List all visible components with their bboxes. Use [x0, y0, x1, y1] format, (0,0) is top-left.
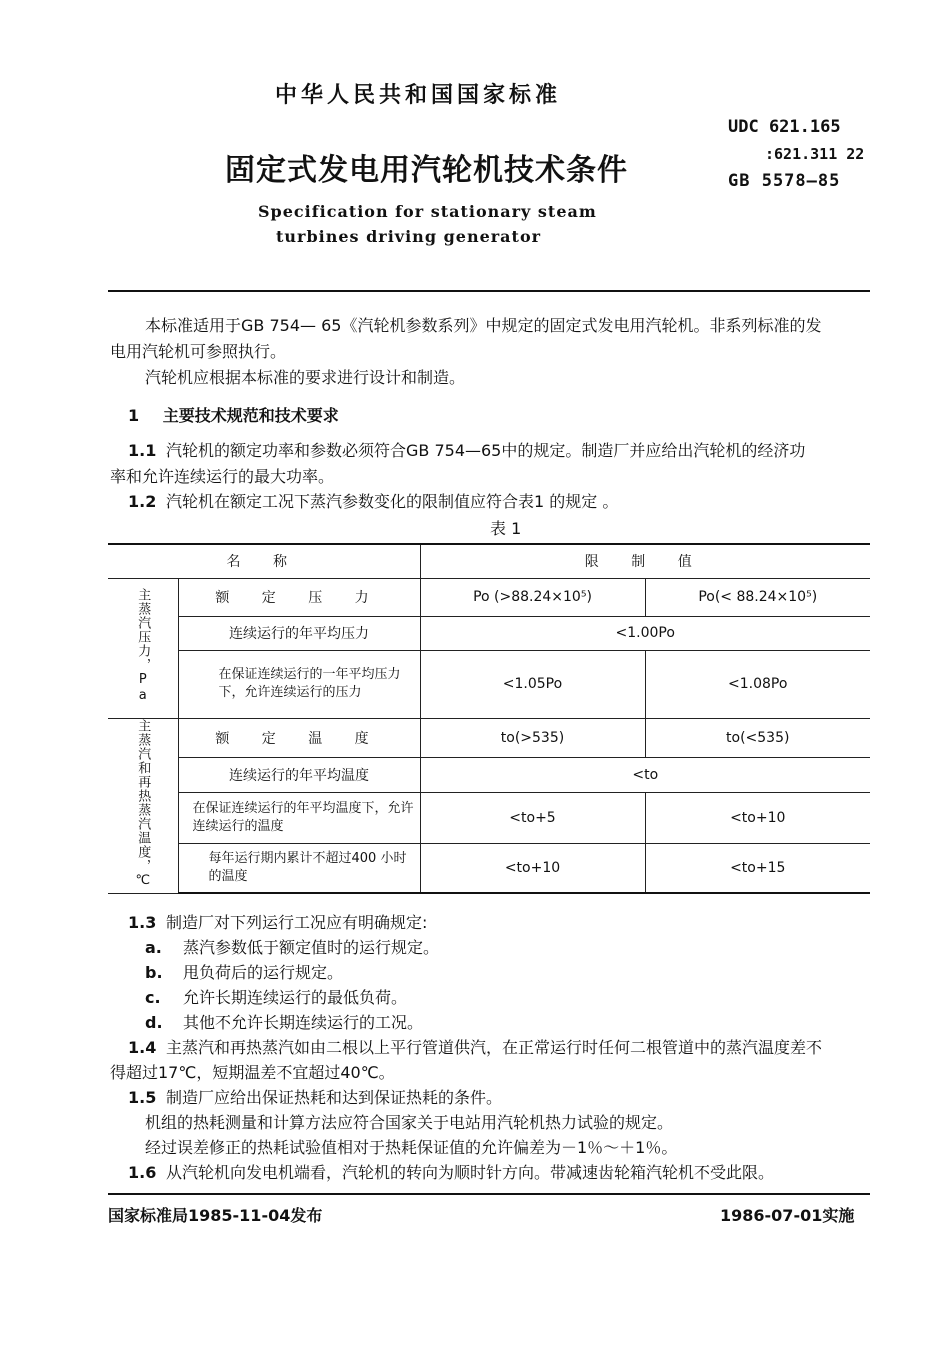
group-temperature-label: 主蒸汽和再热蒸汽温度，℃ [108, 718, 178, 893]
row-value: <to+15 [645, 844, 870, 893]
section-title: 主要技术规范和技术要求 [162, 406, 339, 425]
section-number: 1 [128, 406, 140, 425]
list-item: c. 允许长期连续运行的最低负荷。 [145, 988, 408, 1007]
clause-1-1-line2: 率和允许连续运行的最大功率。 [110, 467, 335, 486]
table-row [108, 578, 870, 616]
row-name: 额 定 压 力 [178, 578, 420, 616]
clause-number: 1.3 [128, 913, 157, 932]
list-item: d. 其他不允许长期连续运行的工况。 [145, 1013, 424, 1032]
row-value: <to+10 [420, 844, 645, 893]
clause-1-2 [128, 489, 618, 515]
row-name: 每年运行期内累计不超过400 小时的温度 [178, 844, 420, 893]
header-name: 名 称 [108, 544, 420, 578]
clause-1-3 [128, 910, 427, 936]
table-row [108, 650, 870, 718]
table-header-row [108, 544, 870, 578]
list-item: b. 甩负荷后的运行规定。 [145, 963, 344, 982]
clause-text: 主蒸汽和再热蒸汽如由二根以上平行管道供汽，在正常运行时任何二根管道中的蒸汽温度差不 [166, 1038, 823, 1057]
row-name: 连续运行的年平均压力 [178, 616, 420, 650]
standard-number: GB 5578—85 [728, 171, 841, 191]
issued-date: 国家标准局1985-11-04发布 [108, 1206, 323, 1225]
row-value: to(>535) [420, 718, 645, 757]
clause-1-4-line1 [128, 1035, 822, 1061]
row-name: 在保证连续运行的年平均温度下，允许连续运行的温度 [178, 792, 420, 843]
clause-1-1-line1 [128, 438, 805, 464]
steam-parameter-limits-table [108, 543, 870, 894]
clause-number: 1.6 [128, 1163, 157, 1182]
clause-text: 制造厂应给出保证热耗和达到保证热耗的条件。 [166, 1088, 503, 1107]
section-heading [128, 403, 339, 426]
header-divider [108, 290, 870, 292]
intro-para1-line1: 本标准适用于GB 754— 65《汽轮机参数系列》中规定的固定式发电用汽轮机。非系列标准的发 [145, 316, 822, 335]
clause-number: 1.1 [128, 441, 157, 460]
group-pressure-label: 主蒸汽压力，Pa [108, 578, 178, 718]
clause-1-5-para2: 机组的热耗测量和计算方法应符合国家关于电站用汽轮机热力试验的规定。 [145, 1113, 674, 1132]
list-item: a. 蒸汽参数低于额定值时的运行规定。 [145, 938, 440, 957]
row-value: <1.08Po [645, 650, 870, 718]
clause-number: 1.4 [128, 1038, 157, 1057]
intro-para2: 汽轮机应根据本标准的要求进行设计和制造。 [145, 368, 466, 387]
header-limit: 限 制 值 [420, 544, 870, 578]
row-name: 在保证连续运行的一年平均压力下，允许连续运行的压力 [178, 650, 420, 718]
clause-text: 汽轮机的额定功率和参数必须符合GB 754—65中的规定。制造厂并应给出汽轮机的经济功 [166, 441, 806, 460]
row-name: 连续运行的年平均温度 [178, 757, 420, 792]
row-value: to(<535) [645, 718, 870, 757]
row-name: 额 定 温 度 [178, 718, 420, 757]
clause-text: 从汽轮机向发电机端看，汽轮机的转向为顺时针方向。带减速齿轮箱汽轮机不受此限。 [166, 1163, 775, 1182]
clause-1-5-para3: 经过误差修正的热耗试验值相对于热耗保证值的允许偏差为－1％～＋1％。 [145, 1138, 678, 1157]
row-value: <to [420, 757, 870, 792]
row-value: Po (>88.24×10⁵) [420, 578, 645, 616]
clause-1-5 [128, 1085, 502, 1111]
row-value: Po(< 88.24×10⁵) [645, 578, 870, 616]
row-value: <1.05Po [420, 650, 645, 718]
clause-number: 1.5 [128, 1088, 157, 1107]
table-row [108, 757, 870, 792]
clause-1-4-line2: 得超过17℃，短期温差不宜超过40℃。 [110, 1063, 395, 1082]
clause-text: 制造厂对下列运行工况应有明确规定: [166, 913, 428, 932]
english-title-line2: turbines driving generator [276, 227, 542, 246]
table-row [108, 792, 870, 843]
row-value: <1.00Po [420, 616, 870, 650]
row-value: <to+10 [645, 792, 870, 843]
udc-code: UDC 621.165 [728, 117, 841, 137]
table-caption: 表 1 [490, 519, 522, 538]
row-value: <to+5 [420, 792, 645, 843]
clause-text: 汽轮机在额定工况下蒸汽参数变化的限制值应符合表1 的规定 。 [166, 492, 619, 511]
table-row [108, 718, 870, 757]
intro-para1-line2: 电用汽轮机可参照执行。 [110, 342, 287, 361]
english-title-line1: Specification for stationary steam [258, 202, 597, 221]
clause-number: 1.2 [128, 492, 157, 511]
table-row [108, 844, 870, 893]
document-title: 固定式发电用汽轮机技术条件 [225, 153, 628, 188]
national-standard-heading: 中华人民共和国国家标准 [275, 83, 562, 108]
effective-date: 1986-07-01实施 [720, 1206, 855, 1225]
clause-1-6 [128, 1160, 774, 1186]
table-row [108, 616, 870, 650]
footer-divider [108, 1193, 870, 1195]
udc-code-continued: :621.311 22 [765, 145, 865, 163]
